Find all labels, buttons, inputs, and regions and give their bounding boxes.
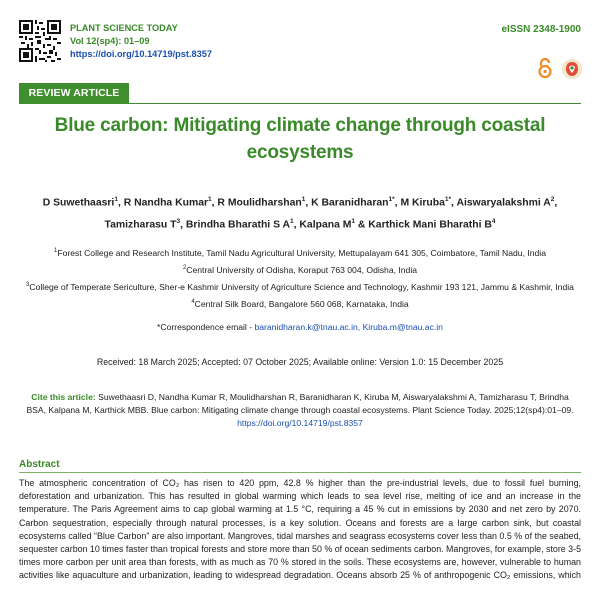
abstract-body xyxy=(19,477,581,583)
abstract-line: The atmospheric concentration of CO₂ has risen to 420 ppm, 42.8 % higher than the pre-industrial levels, due to fossil fuel burning, xyxy=(19,478,581,488)
citation-block xyxy=(24,391,576,430)
abstract-heading: Abstract xyxy=(19,459,60,470)
author-separator: , xyxy=(117,197,124,209)
affiliation-marker: 4 xyxy=(191,298,195,305)
journal-volume: Vol 12(sp4): 01–09 xyxy=(70,36,150,46)
publication-dates: Received: 18 March 2025; Accepted: 07 October 2025; Available online: Version 1.0: 15 December 2025 xyxy=(96,357,504,367)
correspondence-email-1[interactable]: baranidharan.k@tnau.ac.in xyxy=(254,322,358,332)
affiliation-line xyxy=(20,278,580,295)
author-name: R Nandha Kumar xyxy=(123,197,209,209)
eissn-label: eISSN 2348-1900 xyxy=(501,24,581,35)
author-name: M Kiruba xyxy=(400,197,445,209)
abstract-line: activities like aquaculture and urbanization, leading to widespread degradation. Oceans absorb 25 % of anthropogenic CO₂ emissions, which xyxy=(19,570,581,581)
author-affiliation-marker: 2 xyxy=(550,196,555,203)
author-affiliation-marker: 1 xyxy=(301,196,306,203)
author-separator: & xyxy=(355,219,369,231)
abstract-line: temperature. The Paris Agreement aims to cap global warming at 1.5 °C, requiring a 45 % cut in emissions by 2030 and net zero by 2070. xyxy=(19,504,581,515)
open-access-icon[interactable] xyxy=(537,57,553,79)
author-affiliation-marker: 4 xyxy=(491,218,496,226)
affiliation-text: College of Temperate Sericulture, Sher-e Kashmir University of Agriculture Science and Technology, Kashmir 193 121, Jammu & Kashmir, India xyxy=(29,281,574,292)
orcid-icon[interactable] xyxy=(561,58,583,80)
abstract-divider xyxy=(19,472,581,473)
affiliation-text: Central University of Odisha, Koraput 763 004, Odisha, India xyxy=(186,264,418,275)
author-separator: , xyxy=(293,219,300,231)
header-divider xyxy=(19,103,581,104)
correspondence-email-2[interactable]: Kiruba.m@tnau.ac.in xyxy=(362,322,443,332)
author-name: Kalpana M xyxy=(299,219,352,231)
affiliation-text: Central Silk Board, Bangalore 560 068, Karnataka, India xyxy=(194,298,409,309)
author-name: D Suwethaasri xyxy=(42,197,115,209)
abstract-line: sequester carbon 10 times faster than tropical forests and store more than 50 % of ocean sediments carbon. Mangroves, for example, store 3-5 xyxy=(19,544,581,555)
author-affiliation-marker: 1* xyxy=(388,196,395,203)
correspondence-label: *Correspondence email - xyxy=(157,322,255,332)
author-separator: , xyxy=(554,197,558,209)
article-title: Blue carbon: Mitigating climate change through coastal ecosystems xyxy=(54,115,546,163)
affiliation-line xyxy=(20,295,580,312)
affiliation-marker: 3 xyxy=(26,281,30,288)
cite-label: Cite this article: xyxy=(31,392,96,402)
cite-text: Suwethaasri D, Nandha Kumar R, Moulidharshan R, Baranidharan K, Kiruba M, Aiswaryalakshmi A, Tamizharasu T, Brindha BSA, Kalpana M, Karthick MBB. Blue carbon: Mitigating climate change through coastal ecosystems. Plant Science Today. 2025;12(sp4):01–09. xyxy=(26,392,574,415)
affiliation-list xyxy=(20,244,580,311)
author-name: K Baranidharan xyxy=(311,197,389,209)
affiliation-text: Forest College and Research Institute, Tamil Nadu Agricultural University, Mettupalayam 641 305, Coimbatore, Tamil Nadu, India xyxy=(57,247,546,258)
author-name: Tamizharasu T xyxy=(104,219,177,231)
author-affiliation-marker: 1 xyxy=(351,218,356,226)
abstract-line: ecosystems called “Blue Carbon” are also important. Mangroves, tidal marshes and seagrass ecosystems cover less than 0.5 % of the seabed, xyxy=(19,530,581,541)
journal-info xyxy=(70,22,212,61)
journal-name: PLANT SCIENCE TODAY xyxy=(70,23,178,33)
correspondence xyxy=(20,322,580,332)
author-name: Karthick Mani Bharathi B xyxy=(368,219,492,231)
affiliation-line xyxy=(20,244,580,261)
affiliation-marker: 1 xyxy=(54,248,58,254)
abstract-line: times more carbon per unit area than forests, with as much as 70 % stored in the soils. These ecosystems are, however, vulnerable to human xyxy=(19,557,581,568)
article-type-badge: REVIEW ARTICLE xyxy=(19,83,129,103)
qr-code-icon xyxy=(19,20,61,62)
author-affiliation-marker: 3 xyxy=(176,218,181,226)
affiliation-line xyxy=(20,261,580,278)
author-name: Brindha Bharathi S A xyxy=(185,219,291,231)
author-separator: , xyxy=(211,197,218,209)
author-separator: , xyxy=(394,197,401,209)
cite-doi-link[interactable]: https://doi.org/10.14719/pst.8357 xyxy=(237,418,363,428)
author-affiliation-marker: 1 xyxy=(208,196,212,203)
author-name: R Moulidharshan xyxy=(217,197,302,209)
correspondence-separator: , xyxy=(357,322,363,332)
author-separator: , xyxy=(451,197,457,209)
author-affiliation-marker: 1 xyxy=(114,196,118,203)
abstract-line: deforestation and urbanization. This has resulted in global warming which leads to sea level rise, melting of ice and an increase in the xyxy=(19,491,581,502)
author-separator: , xyxy=(180,219,186,231)
author-list xyxy=(30,190,570,235)
doi-link[interactable]: https://doi.org/10.14719/pst.8357 xyxy=(70,49,212,59)
author-separator: , xyxy=(305,197,312,209)
author-name: Aiswaryalakshmi A xyxy=(456,197,551,209)
author-affiliation-marker: 1* xyxy=(444,196,452,203)
author-affiliation-marker: 1 xyxy=(290,218,294,226)
abstract-line: Carbon sequestration, especially through natural processes, is a key solution. Oceans and forests are a large carbon sink, but coastal xyxy=(19,517,581,528)
affiliation-marker: 2 xyxy=(182,264,187,271)
